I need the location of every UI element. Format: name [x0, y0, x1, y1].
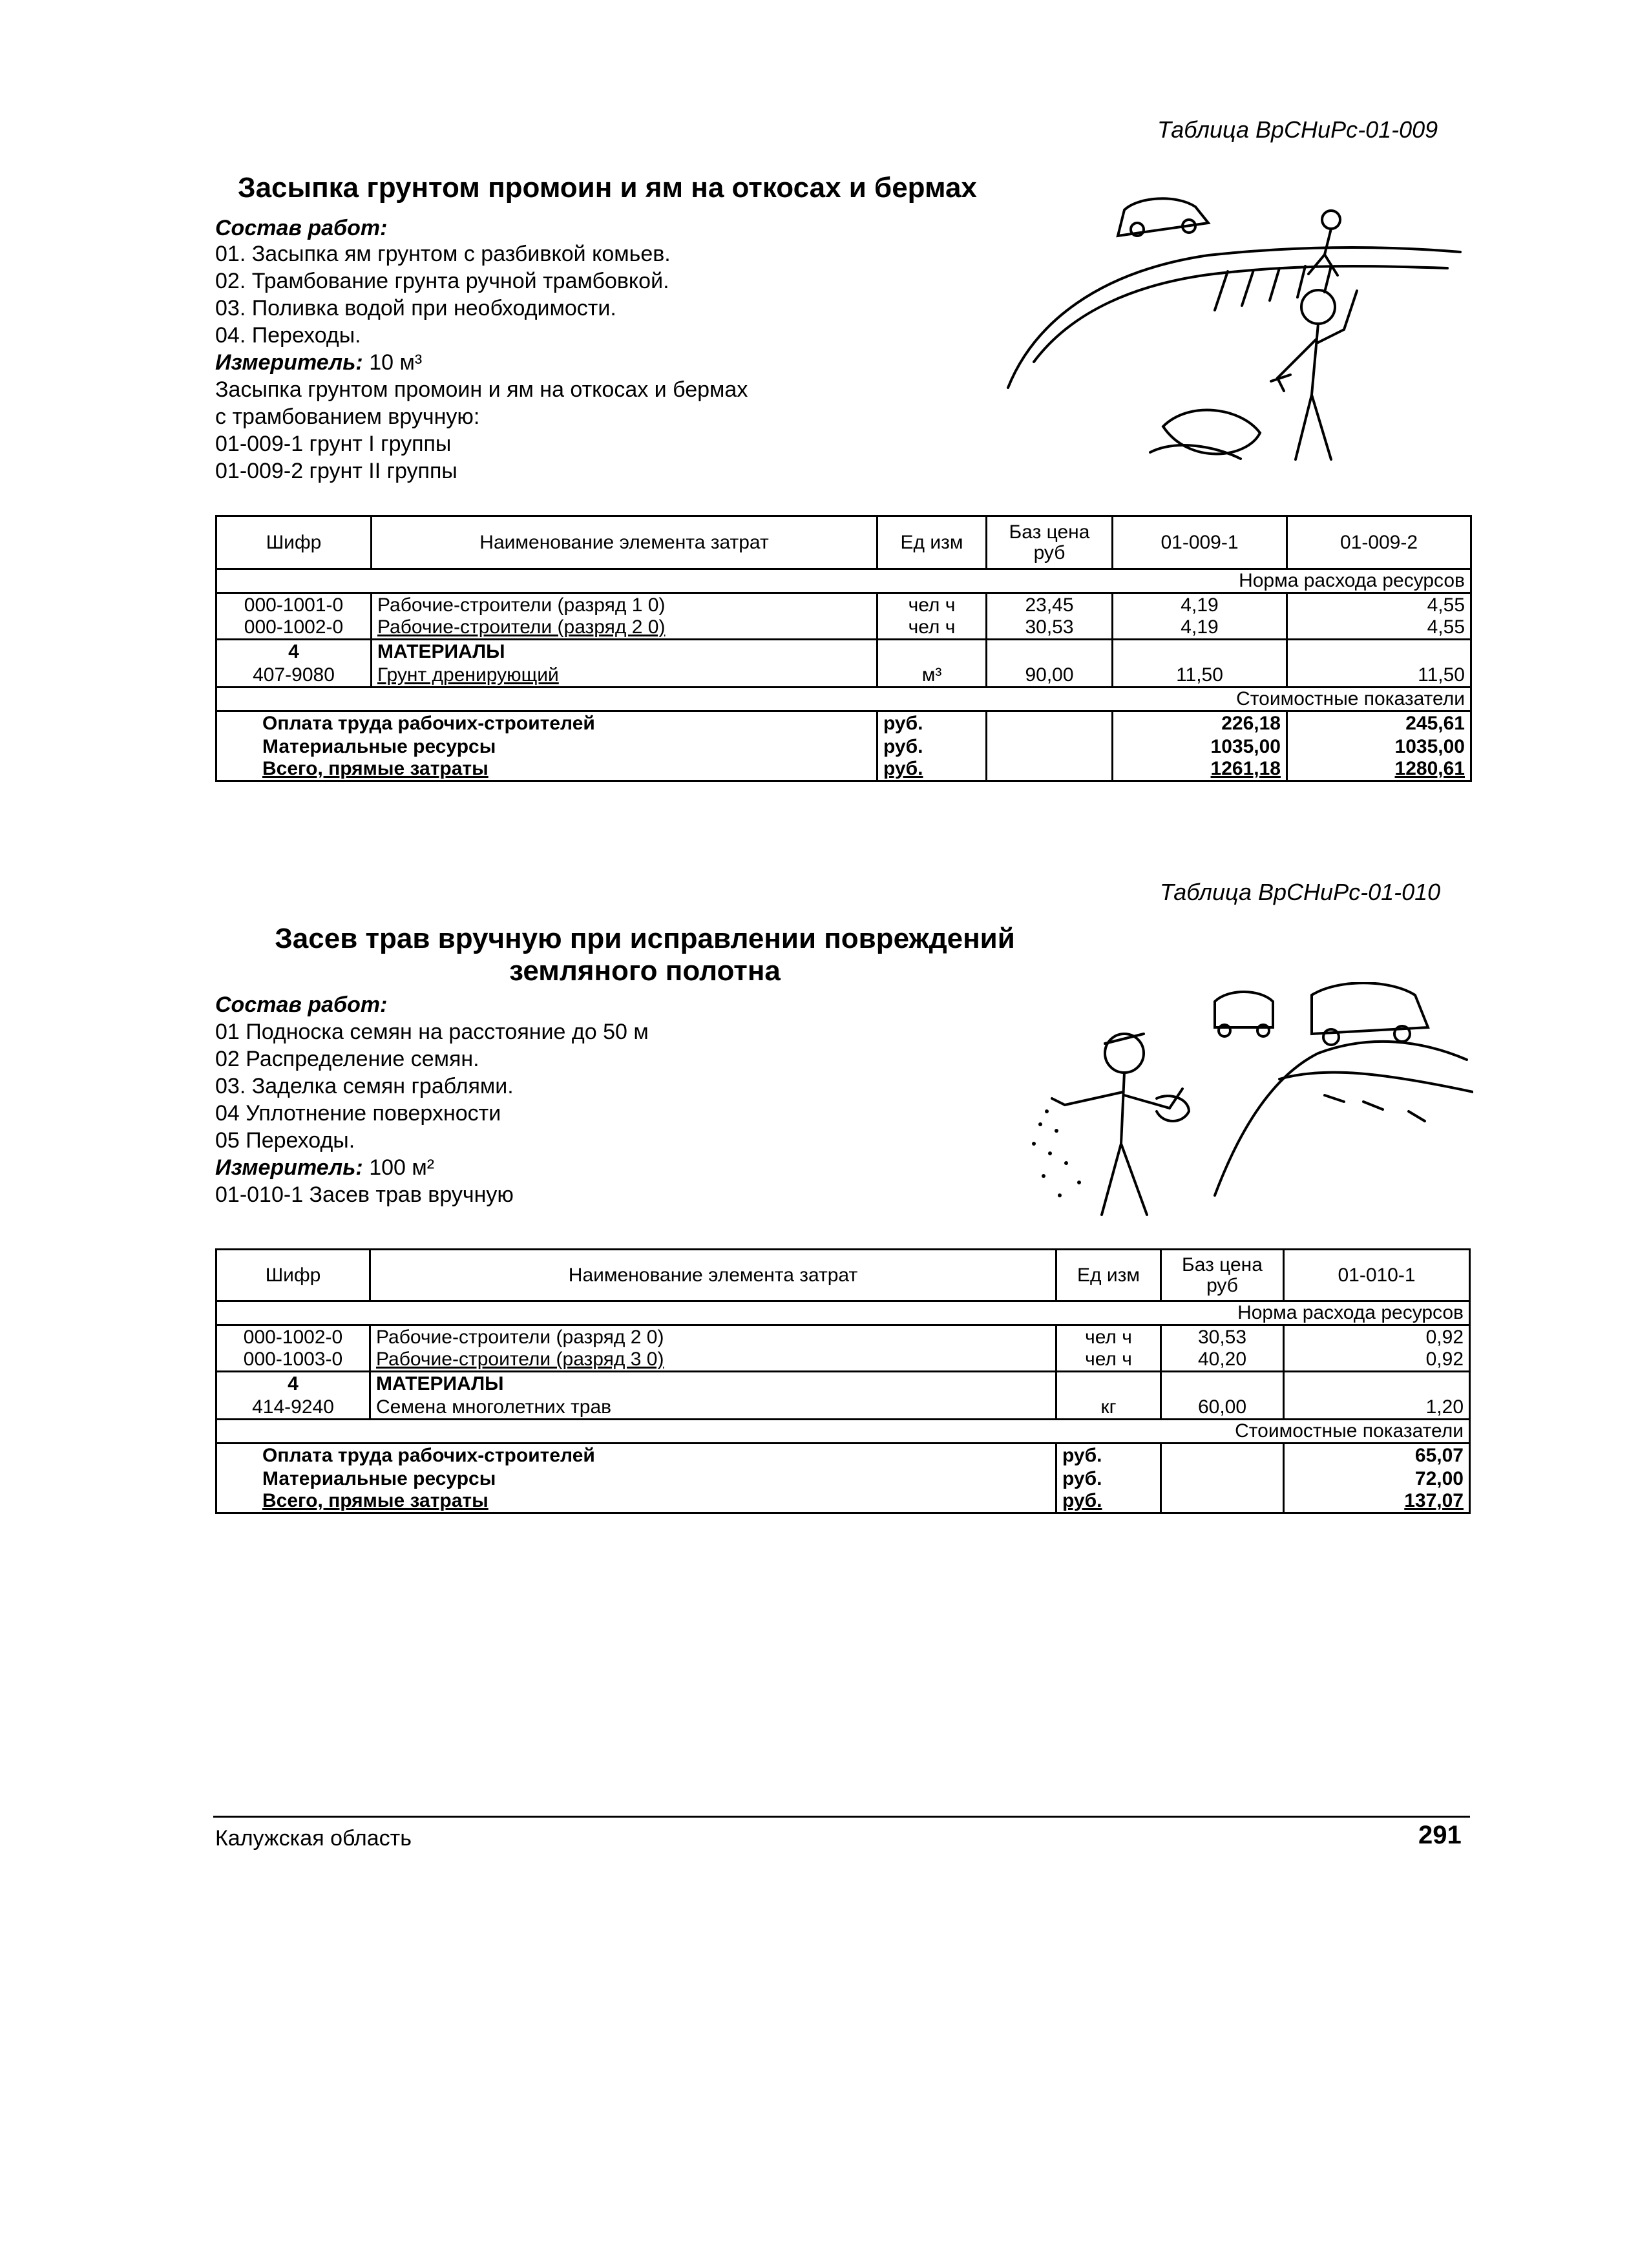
footer-region: Калужская область — [215, 1826, 412, 1851]
header-col-1: 01-009-1 — [1113, 516, 1287, 569]
total-unit: руб. — [877, 758, 987, 781]
cost-table-1 — [215, 515, 1472, 782]
total-unit: руб. — [1056, 1444, 1161, 1467]
header-price: Баз цена руб — [987, 516, 1113, 569]
section-title-2-line1: Засев трав вручную при исправлении повреждений — [275, 923, 1015, 954]
header-name: Наименование элемента затрат — [370, 1250, 1056, 1301]
work-item: 02 Распределение семян. — [215, 1047, 479, 1071]
total-unit: руб. — [877, 735, 987, 758]
meter-line-2 — [215, 1154, 649, 1181]
cost-label: Стоимостные показатели — [216, 1420, 1470, 1444]
table-row — [216, 593, 1471, 616]
total-price — [1161, 1467, 1284, 1490]
cell-name: Рабочие-строители (разряд 2 0) — [370, 1325, 1056, 1349]
meter-label: Измеритель: — [215, 350, 363, 375]
total-value-1: 72,00 — [1284, 1467, 1470, 1490]
meter-value: 10 м³ — [369, 350, 423, 375]
section-title-2-line2: земляного полотна — [509, 955, 781, 987]
total-name: Материальные ресурсы — [216, 735, 877, 758]
total-value-1: 1261,18 — [1113, 758, 1287, 781]
cell-value-1: 1,20 — [1284, 1395, 1470, 1420]
norm-row — [216, 569, 1471, 593]
total-value-2: 1035,00 — [1287, 735, 1471, 758]
norm-row — [216, 1301, 1470, 1325]
cell-unit: чел ч — [877, 593, 987, 616]
total-value-1: 226,18 — [1113, 711, 1287, 735]
meter-line-1 — [215, 349, 748, 376]
work-item: 03. Поливка водой при необходимости. — [215, 296, 616, 320]
header-unit: Ед изм — [877, 516, 987, 569]
work-composition-label-1: Состав работ: — [215, 216, 388, 240]
cell-name: Рабочие-строители (разряд 2 0) — [372, 616, 877, 640]
total-unit: руб. — [877, 711, 987, 735]
total-name: Всего, прямые затраты — [216, 758, 877, 781]
cell-value-1 — [1113, 640, 1287, 663]
table-row — [216, 616, 1471, 640]
table-caption-1: Таблица ВрСНиРс-01-009 — [1157, 116, 1438, 143]
cell-price — [987, 640, 1113, 663]
header-col-2: 01-009-2 — [1287, 516, 1471, 569]
cell-code: 4 — [216, 640, 372, 663]
total-row — [216, 711, 1471, 735]
header-price: Баз цена руб — [1161, 1250, 1284, 1301]
cell-unit: кг — [1056, 1395, 1161, 1420]
table-row — [216, 1349, 1470, 1372]
total-value-2: 245,61 — [1287, 711, 1471, 735]
meter-value: 100 м² — [369, 1155, 435, 1180]
cell-unit: м³ — [877, 663, 987, 688]
cell-code: 4 — [216, 1372, 370, 1395]
total-price — [987, 758, 1113, 781]
cell-name: Рабочие-строители (разряд 3 0) — [370, 1349, 1056, 1372]
cell-code: 414-9240 — [216, 1395, 370, 1420]
cell-value-2 — [1287, 640, 1471, 663]
work-item: 03. Заделка семян граблями. — [215, 1074, 514, 1098]
header-code: Шифр — [216, 1250, 370, 1301]
cost-table-2 — [215, 1248, 1471, 1514]
section-title-1: Засыпка грунтом промоин и ям на откосах и бермах — [238, 172, 977, 204]
table-header-row — [216, 516, 1471, 569]
work-item: 04. Переходы. — [215, 323, 361, 348]
meter-label: Измеритель: — [215, 1155, 363, 1180]
total-price — [987, 711, 1113, 735]
cell-name: МАТЕРИАЛЫ — [370, 1372, 1056, 1395]
header-code: Шифр — [216, 516, 372, 569]
footer-rule — [213, 1816, 1470, 1818]
cell-value-1: 0,92 — [1284, 1349, 1470, 1372]
desc-line: с трамбованием вручную: — [215, 404, 480, 429]
cell-price: 60,00 — [1161, 1395, 1284, 1420]
desc-line: 01-009-2 грунт II группы — [215, 459, 457, 483]
total-price — [987, 735, 1113, 758]
cell-value-2: 11,50 — [1287, 663, 1471, 688]
total-row — [216, 1444, 1470, 1467]
cell-value-1 — [1284, 1372, 1470, 1395]
total-price — [1161, 1490, 1284, 1513]
total-row — [216, 758, 1471, 781]
total-name: Оплата труда рабочих-строителей — [216, 1444, 1056, 1467]
total-value-2: 1280,61 — [1287, 758, 1471, 781]
cell-code: 000-1003-0 — [216, 1349, 370, 1372]
work-item: 04 Уплотнение поверхности — [215, 1101, 501, 1126]
table-caption-2: Таблица ВрСНиРс-01-010 — [1160, 879, 1441, 905]
cell-unit — [1056, 1372, 1161, 1395]
table-header-row — [216, 1250, 1470, 1301]
total-value-1: 137,07 — [1284, 1490, 1470, 1513]
cell-name: Грунт дренирующий — [372, 663, 877, 688]
total-row — [216, 1490, 1470, 1513]
cell-name: Семена многолетних трав — [370, 1395, 1056, 1420]
cell-value-1: 0,92 — [1284, 1325, 1470, 1349]
cell-price: 23,45 — [987, 593, 1113, 616]
cell-code: 000-1001-0 — [216, 593, 372, 616]
cost-row — [216, 688, 1471, 711]
desc-line: 01-010-1 Засев трав вручную — [215, 1182, 514, 1207]
norm-label: Норма расхода ресурсов — [216, 569, 1471, 593]
header-name: Наименование элемента затрат — [372, 516, 877, 569]
work-item: 05 Переходы. — [215, 1128, 355, 1153]
work-items-1 — [215, 240, 748, 485]
total-price — [1161, 1444, 1284, 1467]
table-row — [216, 1372, 1470, 1395]
header-col-1: 01-010-1 — [1284, 1250, 1470, 1301]
cell-price: 30,53 — [987, 616, 1113, 640]
cost-row — [216, 1420, 1470, 1444]
cell-unit: чел ч — [1056, 1325, 1161, 1349]
work-item: 01 Подноска семян на расстояние до 50 м — [215, 1020, 649, 1044]
cell-name: Рабочие-строители (разряд 1 0) — [372, 593, 877, 616]
cell-price: 30,53 — [1161, 1325, 1284, 1349]
slope-worker-illustration — [995, 194, 1486, 498]
table-row — [216, 640, 1471, 663]
cell-unit: чел ч — [1056, 1349, 1161, 1372]
total-name: Оплата труда рабочих-строителей — [216, 711, 877, 735]
cell-unit — [877, 640, 987, 663]
total-row — [216, 735, 1471, 758]
work-item: 01. Засыпка ям грунтом с разбивкой комьев. — [215, 242, 671, 266]
norm-label: Норма расхода ресурсов — [216, 1301, 1470, 1325]
cell-code: 000-1002-0 — [216, 1325, 370, 1349]
total-name: Материальные ресурсы — [216, 1467, 1056, 1490]
total-unit: руб. — [1056, 1467, 1161, 1490]
cell-value-1: 4,19 — [1113, 616, 1287, 640]
total-value-1: 1035,00 — [1113, 735, 1287, 758]
total-unit: руб. — [1056, 1490, 1161, 1513]
cost-label: Стоимостные показатели — [216, 688, 1471, 711]
cell-value-1: 11,50 — [1113, 663, 1287, 688]
work-composition-label-2: Состав работ: — [215, 992, 388, 1017]
cell-value-1: 4,19 — [1113, 593, 1287, 616]
work-items-2 — [215, 1018, 649, 1208]
work-item: 02. Трамбование грунта ручной трамбовкой. — [215, 269, 669, 293]
cell-unit: чел ч — [877, 616, 987, 640]
cell-code: 407-9080 — [216, 663, 372, 688]
cell-value-2: 4,55 — [1287, 616, 1471, 640]
sowing-worker-illustration — [1021, 982, 1473, 1228]
cell-code: 000-1002-0 — [216, 616, 372, 640]
desc-line: 01-009-1 грунт I группы — [215, 432, 452, 456]
section-title-2 — [238, 923, 1052, 987]
cell-price: 40,20 — [1161, 1349, 1284, 1372]
cell-price — [1161, 1372, 1284, 1395]
header-unit: Ед изм — [1056, 1250, 1161, 1301]
total-value-1: 65,07 — [1284, 1444, 1470, 1467]
total-row — [216, 1467, 1470, 1490]
cell-name: МАТЕРИАЛЫ — [372, 640, 877, 663]
cell-value-2: 4,55 — [1287, 593, 1471, 616]
table-row — [216, 1325, 1470, 1349]
table-row — [216, 1395, 1470, 1420]
total-name: Всего, прямые затраты — [216, 1490, 1056, 1513]
desc-line: Засыпка грунтом промоин и ям на откосах и бермах — [215, 377, 748, 402]
table-row — [216, 663, 1471, 688]
cell-price: 90,00 — [987, 663, 1113, 688]
page-number: 291 — [1418, 1821, 1462, 1849]
